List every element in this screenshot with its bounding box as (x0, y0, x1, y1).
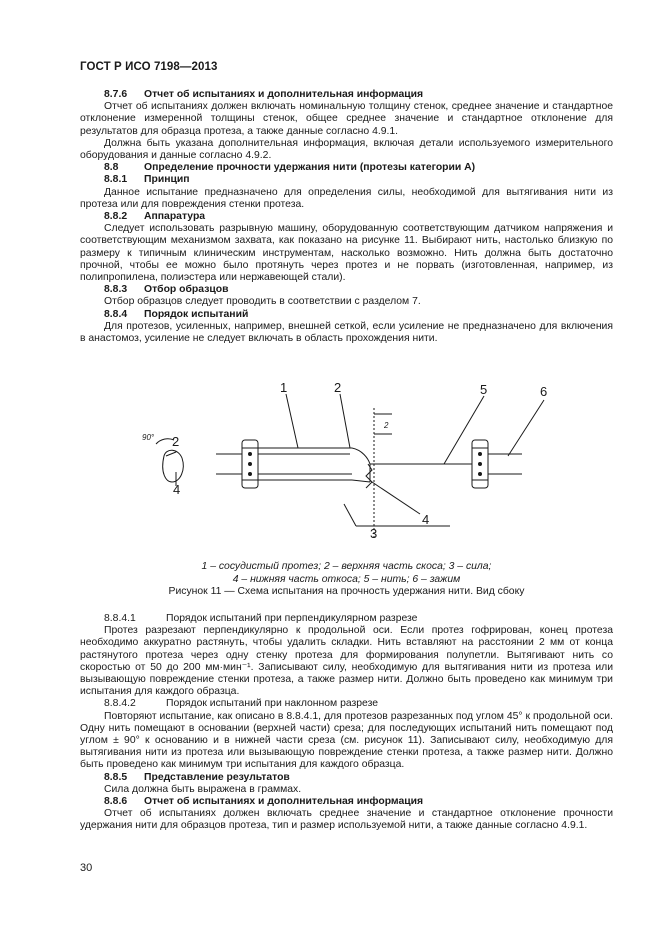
section-title: Порядок испытаний (144, 308, 249, 320)
section-heading (80, 284, 613, 296)
section-heading (80, 89, 613, 101)
section-number: 8.8.6 (104, 796, 128, 808)
section-heading (80, 772, 613, 784)
section-title: Принцип (144, 174, 190, 186)
document-header: ГОСТ Р ИСО 7198—2013 (80, 61, 218, 73)
figure-label-3: 3 (370, 526, 378, 541)
figure-label-4b: 4 (173, 482, 181, 497)
text-block-bottom (80, 613, 613, 833)
section-heading (80, 174, 613, 186)
section-title: Порядок испытаний при перпендикулярном разрезе (166, 613, 418, 624)
section-number: 8.8 (104, 162, 119, 174)
suture-cross-section (163, 450, 184, 482)
paragraph: Должна быть указана дополнительная информация, включая детали используемого измерительного оборудования и данные согласно 4.9.2. (80, 137, 613, 162)
paragraph: Протез разрезают перпендикулярно к продольной оси. Если протез гофрирован, конец протеза необходимо аккуратно растянуть, чтобы удалить складки. Нить вставляют на расстоянии 2 мм от конца растянутого протеза через одну стенку протеза для формирования полупетли. Вытягивают нить со скоростью от 50 до 200 мм·мин⁻¹. Записывают силу, необходимую для вытягивания нити из протеза или вызывающую повреждение стенки протеза, а также размер нити. Должно быть проведено как минимум три испытания для каждого образца. (80, 625, 613, 698)
leader-5 (444, 396, 484, 464)
section-title: Аппаратура (144, 211, 206, 223)
section-heading (80, 162, 613, 174)
figure-label-2b: 2 (172, 434, 180, 449)
page-number: 30 (80, 862, 93, 874)
leader-4 (372, 482, 420, 514)
leader-1 (286, 394, 298, 448)
figure-label-6: 6 (540, 384, 548, 399)
figure-drawing (130, 378, 570, 548)
figure-label-2: 2 (334, 380, 342, 395)
subsection-heading (80, 698, 613, 710)
section-heading (80, 211, 613, 223)
paragraph: Сила должна быть выражена в граммах. (104, 783, 302, 795)
figure-11 (130, 378, 570, 548)
paragraph: Отчет об испытаниях должен включать номинальную толщину стенок, среднее значение и стандартное отклонение измеренной толщины стенок, общее среднее значение и стандартное отклонение для результатов для образца протеза, а также данные согласно 4.9.1. (80, 101, 613, 137)
paragraph: Отчет об испытаниях должен включать среднее значение и стандартное отклонение прочности удержания нити для образцов протеза, тип и размер используемой нити, а также данные согласно 4.9.1. (80, 808, 613, 832)
section-heading (80, 796, 613, 808)
section-heading (80, 309, 613, 321)
angle-label: 90° (142, 433, 155, 442)
text-block-top (80, 89, 613, 345)
figure-label-1: 1 (280, 380, 288, 395)
section-title: Определение прочности удержания нити (протезы категории A) (144, 162, 476, 174)
dimension-label: 2 (384, 421, 389, 430)
paragraph: Для протезов, усиленных, например, внешней сеткой, если усиление не предназначено для включения в анастомоз, усиление не следует включать в область прохождения нити. (80, 320, 613, 345)
section-number: 8.8.2 (104, 211, 128, 223)
subsection-heading (80, 613, 613, 625)
section-number: 8.8.4.2 (104, 698, 136, 710)
section-number: 8.8.3 (104, 284, 128, 296)
paragraph: Отбор образцов следует проводить в соответствии с разделом 7. (104, 296, 421, 308)
figure-label-5: 5 (480, 382, 488, 397)
caption-line: 4 – нижняя часть откоса; 5 – нить; 6 – зажим (232, 573, 461, 585)
section-number: 8.8.4.1 (104, 613, 136, 624)
figure-caption (80, 561, 613, 599)
section-number: 8.8.5 (104, 771, 128, 783)
leader-2 (340, 394, 350, 448)
section-number: 8.8.4 (104, 308, 128, 320)
paragraph: Данное испытание предназначено для определения силы, необходимой для вытягивания нити из протеза или для повреждения стенки протеза. (80, 186, 613, 210)
paragraph: Следует использовать разрывную машину, оборудованную соответствующим датчиком напряжения и соответствующим механизмом захвата, как показано на рисунке 11. Выбирают нить, настолько близкую по размеру к типичным клиническим инструментам, насколько возможно. Нить должна быть достаточно прочной, чтобы ее можно было протянуть через протез и не порвать (изготовленная, например, из полипропилена, полиэстера или нержавеющей стали). (80, 223, 613, 284)
section-number: 8.8.1 (104, 174, 128, 186)
figure-label-4: 4 (422, 512, 430, 527)
leader-6 (508, 400, 544, 456)
caption-title: Рисунок 11 — Схема испытания на прочность удержания нити. Вид сбоку (168, 586, 525, 598)
caption-line: 1 – сосудистый протез; 2 – верхняя часть скоса; 3 – сила; (201, 561, 492, 572)
angle-leader (166, 452, 176, 456)
section-title: Отчет об испытаниях и дополнительная информация (144, 796, 424, 808)
section-title: Представление результатов (144, 771, 290, 783)
section-number: 8.7.6 (104, 89, 128, 100)
paragraph: Повторяют испытание, как описано в 8.8.4.1, для протезов разрезанных под углом 45° к продольной оси. Одну нить помещают в основании (верхней части) среза; для последующих испытаний нить помещают под углом ± 90° к основанию и в нижней части среза (см. рисунок 11). Записывают силу, необходимую для вытягивания нити из протеза или вызывающую повреждение стенки протеза, а также размер нити. Должно быть проведено как минимум три испытания для каждого образца. (80, 710, 613, 771)
section-title: Отбор образцов (144, 284, 229, 296)
section-title: Отчет об испытаниях и дополнительная информация (144, 89, 424, 100)
suture-hook (366, 464, 372, 488)
section-title: Порядок испытаний при наклонном разрезе (166, 698, 379, 710)
